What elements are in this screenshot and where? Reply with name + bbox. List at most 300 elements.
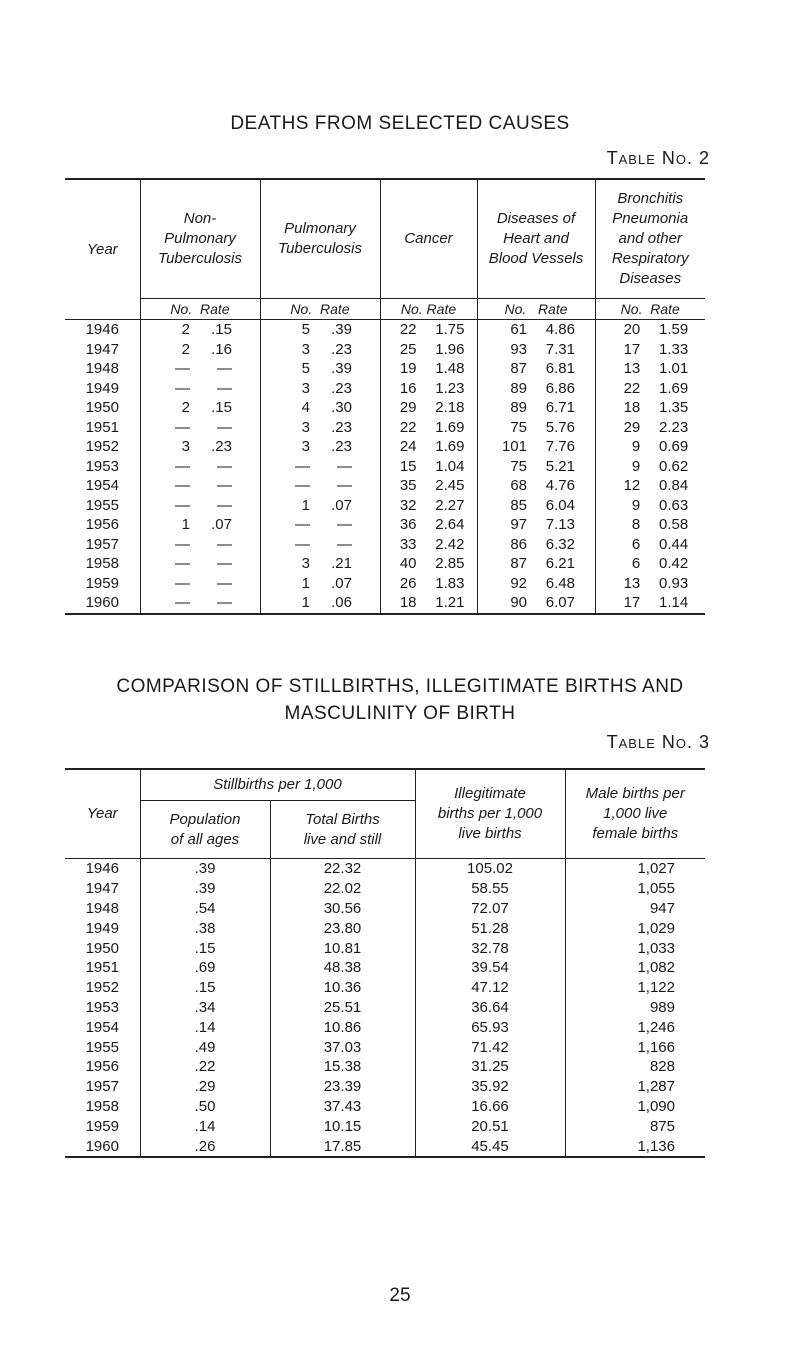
count-value: 6 bbox=[631, 535, 641, 553]
data-cell bbox=[140, 476, 260, 496]
rate-value: 0.69 bbox=[659, 438, 689, 456]
header-line: Tuberculosis bbox=[278, 240, 362, 257]
year-cell: 1950 bbox=[85, 939, 119, 957]
count-value: 16 bbox=[399, 379, 417, 397]
deaths-table bbox=[65, 178, 705, 615]
rate-value: .23 bbox=[331, 379, 352, 397]
count-value: 17 bbox=[623, 594, 641, 612]
count-value: — bbox=[175, 574, 190, 592]
count-value: 40 bbox=[399, 555, 417, 573]
count-value: 101 bbox=[501, 438, 527, 456]
data-cell bbox=[477, 535, 595, 555]
year-cell: 1954 bbox=[85, 1018, 119, 1036]
pop-cell: .50 bbox=[140, 1097, 270, 1117]
table-row bbox=[65, 879, 705, 899]
rate-value: 1.23 bbox=[435, 379, 465, 397]
count-value: 25 bbox=[399, 340, 417, 358]
data-cell bbox=[140, 437, 260, 457]
count-value: 29 bbox=[623, 418, 641, 436]
data-cell bbox=[477, 340, 595, 360]
male-cell: 947 bbox=[565, 899, 705, 919]
table-row bbox=[65, 1077, 705, 1097]
pop-cell: .39 bbox=[140, 859, 270, 879]
count-value: 89 bbox=[510, 399, 527, 417]
header-line: Pulmonary bbox=[284, 220, 356, 237]
rate-value: 7.13 bbox=[545, 516, 575, 534]
year-cell: 1947 bbox=[85, 340, 119, 358]
year-cell: 1950 bbox=[85, 399, 119, 417]
male-cell: 989 bbox=[565, 998, 705, 1018]
count-value: — bbox=[175, 555, 190, 573]
rate-value: .07 bbox=[331, 574, 352, 592]
rate-value: — bbox=[217, 379, 232, 397]
table-row bbox=[65, 938, 705, 958]
data-cell bbox=[595, 359, 705, 379]
total-cell: 22.32 bbox=[270, 859, 415, 879]
rate-value: — bbox=[217, 418, 232, 436]
year-cell: 1960 bbox=[65, 593, 140, 614]
table-row bbox=[65, 1116, 705, 1136]
count-value: 9 bbox=[631, 438, 641, 456]
total-cell: 15.38 bbox=[270, 1057, 415, 1077]
table-row bbox=[65, 437, 705, 457]
year-cell: 1954 bbox=[85, 477, 119, 495]
pop-cell: .54 bbox=[140, 899, 270, 919]
data-cell bbox=[140, 359, 260, 379]
page-number: 25 bbox=[389, 1285, 411, 1306]
total-cell: 30.56 bbox=[270, 899, 415, 919]
rate-value: .06 bbox=[331, 594, 352, 612]
data-cell bbox=[380, 476, 477, 496]
count-value: 35 bbox=[399, 477, 417, 495]
table-row bbox=[65, 457, 705, 477]
count-value: 2 bbox=[181, 321, 190, 339]
illeg-cell: 31.25 bbox=[415, 1057, 565, 1077]
t2-col-cancer bbox=[380, 179, 477, 299]
rate-value: 7.76 bbox=[545, 438, 575, 456]
data-cell bbox=[260, 398, 380, 418]
births-table bbox=[65, 768, 705, 1158]
count-value: 17 bbox=[623, 340, 641, 358]
year-cell: 1959 bbox=[85, 574, 119, 592]
data-cell bbox=[477, 593, 595, 614]
year-cell: 1953 bbox=[85, 457, 119, 475]
total-cell: 48.38 bbox=[270, 958, 415, 978]
total-cell: 23.39 bbox=[270, 1077, 415, 1097]
data-cell bbox=[595, 418, 705, 438]
table-row bbox=[65, 340, 705, 360]
year-cell: 1955 bbox=[85, 496, 119, 514]
rate-value: 0.63 bbox=[659, 496, 689, 514]
header-line: Cancer bbox=[404, 230, 453, 247]
count-value: 15 bbox=[399, 457, 417, 475]
rate-value: .30 bbox=[331, 399, 352, 417]
t3-col-male bbox=[565, 769, 705, 859]
data-cell bbox=[260, 379, 380, 399]
male-cell: 1,027 bbox=[565, 859, 705, 879]
t3-col-year: Year bbox=[65, 769, 140, 859]
illeg-cell: 35.92 bbox=[415, 1077, 565, 1097]
total-cell: 25.51 bbox=[270, 998, 415, 1018]
data-cell bbox=[595, 320, 705, 340]
data-cell bbox=[595, 574, 705, 594]
data-cell bbox=[260, 437, 380, 457]
table-row bbox=[65, 1097, 705, 1117]
t3-col-illegitimate bbox=[415, 769, 565, 859]
data-cell bbox=[140, 515, 260, 535]
rate-value: 6.71 bbox=[545, 399, 575, 417]
year-cell: 1951 bbox=[85, 959, 119, 977]
table-row bbox=[65, 496, 705, 516]
pop-cell: .49 bbox=[140, 1037, 270, 1057]
count-value: 19 bbox=[399, 360, 417, 378]
data-cell bbox=[140, 457, 260, 477]
header-line: Male births per bbox=[585, 785, 685, 802]
header-line: of all ages bbox=[170, 830, 240, 848]
rate-value: 6.48 bbox=[545, 574, 575, 592]
sub-header: No. Rate bbox=[595, 299, 705, 320]
rate-value: .23 bbox=[331, 438, 352, 456]
count-value: 22 bbox=[399, 418, 417, 436]
year-cell: 1949 bbox=[85, 919, 119, 937]
sub-header: No. Rate bbox=[260, 299, 380, 320]
count-value: 12 bbox=[623, 477, 641, 495]
header-line: Respiratory bbox=[611, 250, 689, 267]
male-cell: 1,136 bbox=[565, 1136, 705, 1157]
data-cell bbox=[260, 496, 380, 516]
t2-col-heart bbox=[477, 179, 595, 299]
sub-header: No. Rate bbox=[477, 299, 595, 320]
rate-value: 5.21 bbox=[545, 457, 575, 475]
year-cell: 1952 bbox=[85, 438, 119, 456]
header-line: Pneumonia bbox=[612, 210, 689, 227]
count-value: 13 bbox=[623, 574, 641, 592]
rate-value: .21 bbox=[331, 555, 352, 573]
rate-value: 6.21 bbox=[545, 555, 575, 573]
header-line: 1,000 live bbox=[603, 805, 668, 822]
rate-value: — bbox=[337, 457, 352, 475]
rate-value: 1.96 bbox=[435, 340, 465, 358]
male-cell: 1,082 bbox=[565, 958, 705, 978]
rate-value: 0.58 bbox=[659, 516, 689, 534]
data-cell bbox=[380, 359, 477, 379]
rate-value: .39 bbox=[331, 321, 352, 339]
header-line: live and still bbox=[303, 830, 382, 848]
rate-value: 4.76 bbox=[545, 477, 575, 495]
data-cell bbox=[260, 476, 380, 496]
year-cell: 1949 bbox=[85, 379, 119, 397]
header-line: Bronchitis bbox=[617, 190, 684, 207]
count-value: 90 bbox=[510, 594, 527, 612]
data-cell bbox=[595, 437, 705, 457]
header-line: female births bbox=[592, 825, 679, 842]
t3-col-population bbox=[140, 801, 270, 859]
rate-value: 1.75 bbox=[435, 321, 465, 339]
table2-label: Table No. 2 bbox=[606, 148, 710, 168]
rate-value: — bbox=[217, 555, 232, 573]
count-value: 13 bbox=[623, 360, 641, 378]
table-row bbox=[65, 1017, 705, 1037]
data-cell bbox=[380, 340, 477, 360]
table-row bbox=[65, 978, 705, 998]
total-cell: 10.36 bbox=[270, 978, 415, 998]
header-line: Heart and bbox=[503, 230, 569, 247]
year-cell: 1957 bbox=[85, 1078, 119, 1096]
count-value: 87 bbox=[510, 360, 527, 378]
year-cell: 1951 bbox=[85, 418, 119, 436]
count-value: 6 bbox=[631, 555, 641, 573]
rate-value: 6.32 bbox=[545, 535, 575, 553]
header-line: births per 1,000 bbox=[437, 805, 543, 822]
table-row bbox=[65, 574, 705, 594]
count-value: 1 bbox=[301, 594, 310, 612]
data-cell bbox=[595, 554, 705, 574]
rate-value: 2.18 bbox=[435, 399, 465, 417]
count-value: 3 bbox=[301, 340, 310, 358]
header-line: Illegitimate bbox=[454, 785, 526, 802]
table3-label: Table No. 3 bbox=[606, 732, 710, 752]
rate-value: — bbox=[217, 360, 232, 378]
table-row bbox=[65, 1037, 705, 1057]
data-cell bbox=[477, 320, 595, 340]
data-cell bbox=[595, 496, 705, 516]
count-value: 85 bbox=[510, 496, 527, 514]
count-value: 18 bbox=[623, 399, 641, 417]
t2-col-year bbox=[65, 179, 140, 320]
total-cell: 17.85 bbox=[270, 1136, 415, 1157]
rate-value: 2.64 bbox=[435, 516, 465, 534]
data-cell bbox=[380, 496, 477, 516]
rate-value: 6.04 bbox=[545, 496, 575, 514]
data-cell bbox=[260, 593, 380, 614]
data-cell bbox=[595, 379, 705, 399]
header-line: Population bbox=[169, 810, 241, 828]
rate-value: 0.93 bbox=[659, 574, 689, 592]
data-cell bbox=[260, 515, 380, 535]
data-cell bbox=[477, 398, 595, 418]
table-row bbox=[65, 1136, 705, 1157]
rate-value: 2.27 bbox=[435, 496, 465, 514]
rate-value: 2.85 bbox=[435, 555, 465, 573]
male-cell: 1,287 bbox=[565, 1077, 705, 1097]
count-value: 2 bbox=[181, 340, 190, 358]
t2-col-nonpulm-tb bbox=[140, 179, 260, 299]
pop-cell: .15 bbox=[140, 978, 270, 998]
table-row bbox=[65, 554, 705, 574]
table-row bbox=[65, 418, 705, 438]
header-line: Tuberculosis bbox=[158, 250, 242, 267]
male-cell: 1,246 bbox=[565, 1017, 705, 1037]
table-row bbox=[65, 359, 705, 379]
data-cell bbox=[260, 554, 380, 574]
rate-value: .07 bbox=[211, 516, 232, 534]
rate-value: 2.42 bbox=[435, 535, 465, 553]
rate-value: 6.81 bbox=[545, 360, 575, 378]
count-value: — bbox=[295, 535, 310, 553]
illeg-cell: 45.45 bbox=[415, 1136, 565, 1157]
table-row bbox=[65, 859, 705, 879]
sub-header: No. Rate bbox=[380, 299, 477, 320]
illeg-cell: 47.12 bbox=[415, 978, 565, 998]
count-value: 26 bbox=[399, 574, 417, 592]
illeg-cell: 71.42 bbox=[415, 1037, 565, 1057]
data-cell bbox=[380, 593, 477, 614]
data-cell bbox=[380, 457, 477, 477]
count-value: 75 bbox=[510, 457, 527, 475]
rate-value: .07 bbox=[331, 496, 352, 514]
count-value: — bbox=[175, 418, 190, 436]
rate-value: 1.35 bbox=[659, 399, 689, 417]
year-cell: 1960 bbox=[65, 1136, 140, 1157]
data-cell bbox=[380, 515, 477, 535]
pop-cell: .69 bbox=[140, 958, 270, 978]
rate-value: 1.04 bbox=[435, 457, 465, 475]
table-row bbox=[65, 918, 705, 938]
count-value: 9 bbox=[631, 496, 641, 514]
data-cell bbox=[477, 496, 595, 516]
data-cell bbox=[477, 574, 595, 594]
count-value: 97 bbox=[510, 516, 527, 534]
rate-value: 0.62 bbox=[659, 457, 689, 475]
male-cell: 1,055 bbox=[565, 879, 705, 899]
rate-value: — bbox=[217, 574, 232, 592]
header-line: and other bbox=[618, 230, 682, 247]
header-line: Diseases of bbox=[496, 210, 576, 227]
count-value: — bbox=[175, 594, 190, 612]
pop-cell: .29 bbox=[140, 1077, 270, 1097]
count-value: — bbox=[175, 535, 190, 553]
rate-value: 1.14 bbox=[659, 594, 689, 612]
count-value: 5 bbox=[301, 321, 310, 339]
count-value: 2 bbox=[181, 399, 190, 417]
count-value: 93 bbox=[510, 340, 527, 358]
count-value: 3 bbox=[301, 379, 310, 397]
total-cell: 22.02 bbox=[270, 879, 415, 899]
rate-value: — bbox=[337, 477, 352, 495]
count-value: 8 bbox=[631, 516, 641, 534]
rate-value: 0.44 bbox=[659, 535, 689, 553]
count-value: 3 bbox=[301, 438, 310, 456]
rate-value: 1.69 bbox=[659, 379, 689, 397]
male-cell: 828 bbox=[565, 1057, 705, 1077]
count-value: 32 bbox=[399, 496, 417, 514]
count-value: 18 bbox=[399, 594, 417, 612]
rate-value: — bbox=[217, 457, 232, 475]
year-cell: 1946 bbox=[65, 320, 140, 340]
total-cell: 23.80 bbox=[270, 918, 415, 938]
table-row bbox=[65, 379, 705, 399]
male-cell: 1,122 bbox=[565, 978, 705, 998]
data-cell bbox=[260, 359, 380, 379]
sub-header: No. Rate bbox=[140, 299, 260, 320]
pop-cell: .26 bbox=[140, 1136, 270, 1157]
total-cell: 37.43 bbox=[270, 1097, 415, 1117]
illeg-cell: 58.55 bbox=[415, 879, 565, 899]
total-cell: 10.81 bbox=[270, 938, 415, 958]
rate-value: 1.21 bbox=[435, 594, 465, 612]
data-cell bbox=[260, 320, 380, 340]
data-cell bbox=[595, 457, 705, 477]
rate-value: .23 bbox=[211, 438, 232, 456]
data-cell bbox=[595, 476, 705, 496]
count-value: — bbox=[175, 477, 190, 495]
count-value: 1 bbox=[301, 574, 310, 592]
header-line: Blood Vessels bbox=[488, 250, 584, 267]
count-value: 24 bbox=[399, 438, 417, 456]
data-cell bbox=[140, 418, 260, 438]
year-cell: 1956 bbox=[85, 1058, 119, 1076]
pop-cell: .39 bbox=[140, 879, 270, 899]
data-cell bbox=[477, 437, 595, 457]
header-line: live births bbox=[458, 825, 522, 842]
count-value: 86 bbox=[510, 535, 527, 553]
rate-value: — bbox=[217, 477, 232, 495]
data-cell bbox=[380, 437, 477, 457]
rate-value: 5.76 bbox=[545, 418, 575, 436]
data-cell bbox=[380, 379, 477, 399]
rate-value: 2.45 bbox=[435, 477, 465, 495]
t2-col-respiratory bbox=[595, 179, 705, 299]
count-value: — bbox=[295, 457, 310, 475]
count-value: 89 bbox=[510, 379, 527, 397]
data-cell bbox=[380, 320, 477, 340]
data-cell bbox=[477, 359, 595, 379]
data-cell bbox=[260, 535, 380, 555]
year-cell: 1948 bbox=[85, 899, 119, 917]
rate-value: 1.33 bbox=[659, 340, 689, 358]
male-cell: 1,029 bbox=[565, 918, 705, 938]
rate-value: .15 bbox=[211, 399, 232, 417]
data-cell bbox=[140, 496, 260, 516]
rate-value: 1.01 bbox=[659, 360, 689, 378]
data-cell bbox=[380, 554, 477, 574]
count-value: 5 bbox=[301, 360, 310, 378]
rate-value: 4.86 bbox=[545, 321, 575, 339]
count-value: 92 bbox=[510, 574, 527, 592]
data-cell bbox=[140, 535, 260, 555]
rate-value: — bbox=[217, 535, 232, 553]
data-cell bbox=[477, 418, 595, 438]
illeg-cell: 39.54 bbox=[415, 958, 565, 978]
count-value: 68 bbox=[510, 477, 527, 495]
rate-value: 1.83 bbox=[435, 574, 465, 592]
illeg-cell: 72.07 bbox=[415, 899, 565, 919]
rate-value: .16 bbox=[211, 340, 232, 358]
year-cell: 1953 bbox=[85, 998, 119, 1016]
illeg-cell: 105.02 bbox=[415, 859, 565, 879]
table3-heading-line1: COMPARISON OF STILLBIRTHS, ILLEGITIMATE BIRTHS AND bbox=[116, 676, 684, 697]
header-line: Total Births bbox=[305, 810, 380, 828]
rate-value: 0.84 bbox=[659, 477, 689, 495]
data-cell bbox=[595, 398, 705, 418]
rate-value: 1.69 bbox=[435, 438, 465, 456]
male-cell: 1,090 bbox=[565, 1097, 705, 1117]
count-value: 4 bbox=[301, 399, 310, 417]
count-value: 22 bbox=[399, 321, 417, 339]
table-row bbox=[65, 535, 705, 555]
rate-value: — bbox=[337, 535, 352, 553]
data-cell bbox=[260, 340, 380, 360]
rate-value: 1.59 bbox=[659, 321, 689, 339]
count-value: 22 bbox=[623, 379, 641, 397]
count-value: 87 bbox=[510, 555, 527, 573]
count-value: 3 bbox=[301, 555, 310, 573]
rate-value: .15 bbox=[211, 321, 232, 339]
data-cell bbox=[380, 418, 477, 438]
rate-value: 0.42 bbox=[659, 555, 689, 573]
rate-value: — bbox=[337, 516, 352, 534]
total-cell: 10.15 bbox=[270, 1116, 415, 1136]
